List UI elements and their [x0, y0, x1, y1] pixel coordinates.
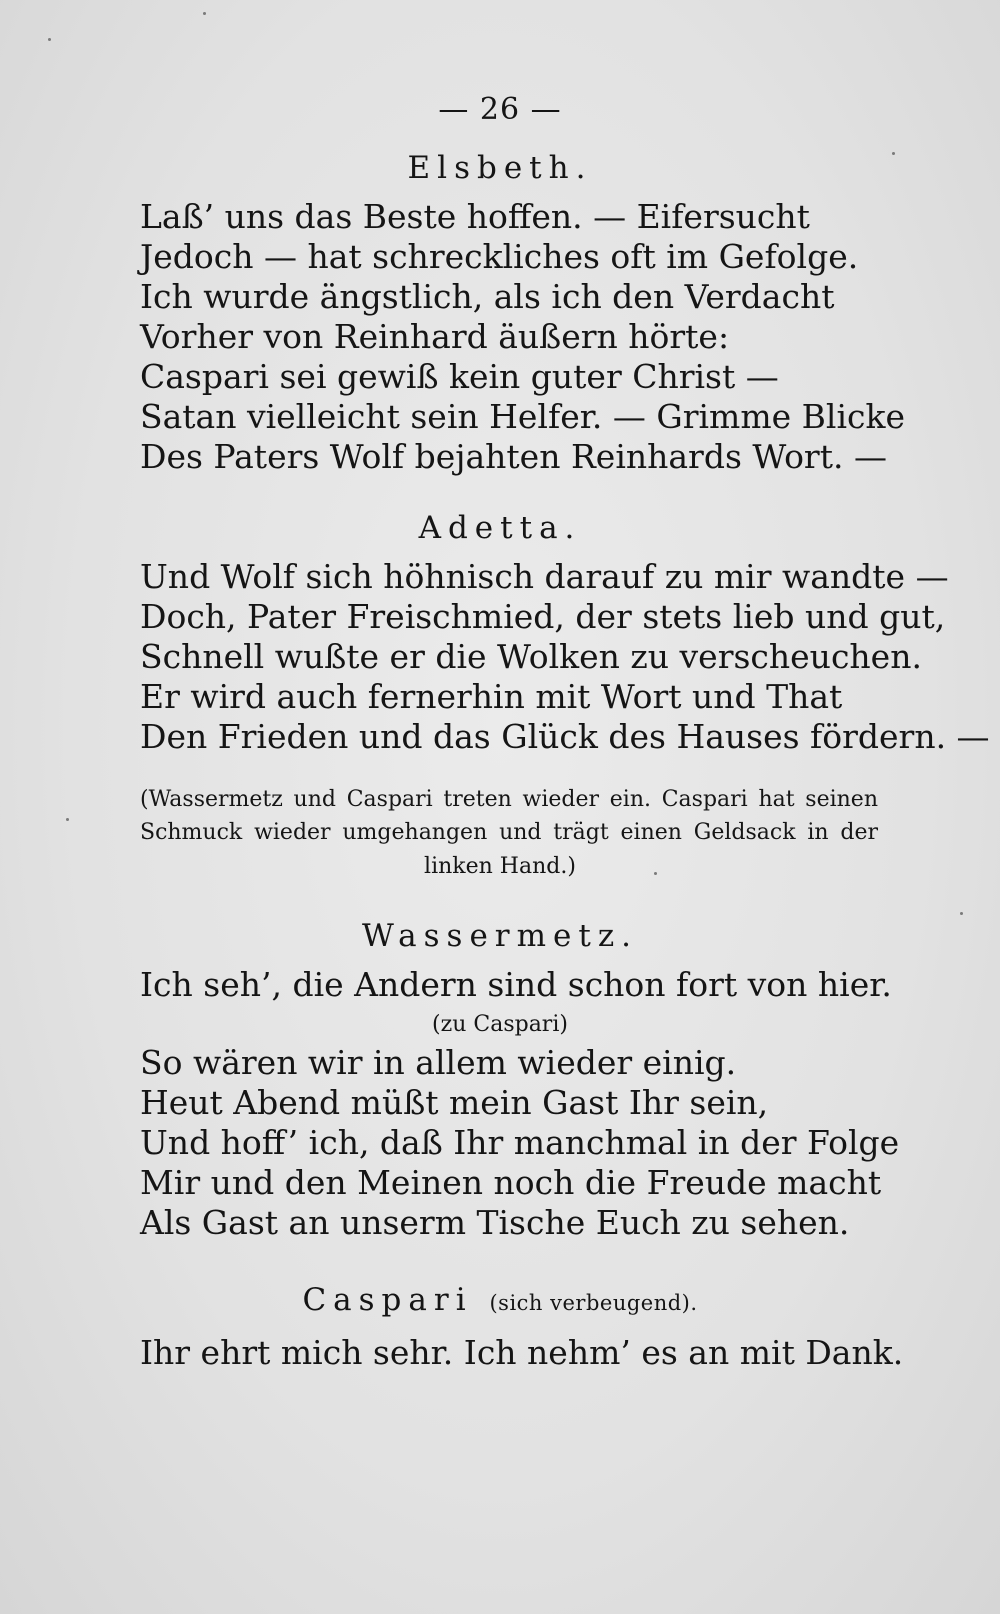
stage-direction-line: linken Hand.)	[424, 854, 576, 879]
paper-speck	[48, 38, 51, 41]
verse-line: So wären wir in allem wieder einig.	[140, 1043, 737, 1082]
speaker-adetta: Adetta.	[418, 510, 582, 546]
paper-speck	[66, 818, 69, 821]
speaker-elsbeth: Elsbeth.	[407, 150, 593, 186]
verse-line: Ich wurde ängstlich, als ich den Verdacht	[140, 277, 835, 316]
stage-direction-line: Schmuck wieder umgehangen und trägt einen Geldsack in der	[140, 820, 878, 845]
verse-line: Und Wolf sich höhnisch darauf zu mir wandte —	[140, 557, 949, 596]
paper-speck	[960, 912, 963, 915]
verse-line: Mir und den Meinen noch die Freude macht	[140, 1163, 882, 1202]
paper-speck	[203, 12, 206, 15]
verse-line: Und hoff’ ich, daß Ihr manchmal in der Folge	[140, 1123, 900, 1162]
stage-direction-line: (Wassermetz und Caspari treten wieder ein. Caspari hat seinen	[140, 787, 878, 812]
speaker-caspari	[0, 1282, 1000, 1318]
aside-direction: (zu Caspari)	[432, 1012, 568, 1037]
verse-line: Laß’ uns das Beste hoffen. — Eifersucht	[140, 197, 810, 236]
verse-line: Jedoch — hat schreckliches oft im Gefolge.	[140, 237, 859, 276]
speaker-name: Caspari	[302, 1282, 473, 1318]
verse-line: Schnell wußte er die Wolken zu verscheuchen.	[140, 637, 922, 676]
verse-line: Caspari sei gewiß kein guter Christ —	[140, 357, 779, 396]
page-number: — 26 —	[438, 92, 562, 127]
verse-line: Ich seh’, die Andern sind schon fort von hier.	[140, 965, 892, 1004]
verse-line: Satan vielleicht sein Helfer. — Grimme Blicke	[140, 397, 906, 436]
speaker-wassermetz: Wassermetz.	[361, 918, 639, 954]
paper-speck	[892, 152, 895, 155]
verse-line: Doch, Pater Freischmied, der stets lieb und gut,	[140, 597, 946, 636]
verse-line: Ihr ehrt mich sehr. Ich nehm’ es an mit Dank.	[140, 1333, 904, 1372]
verse-line: Den Frieden und das Glück des Hauses fördern. —	[140, 717, 990, 756]
verse-line: Heut Abend müßt mein Gast Ihr sein,	[140, 1083, 769, 1122]
verse-line: Er wird auch fernerhin mit Wort und That	[140, 677, 843, 716]
verse-line: Vorher von Reinhard äußern hörte:	[140, 317, 730, 356]
verse-line: Als Gast an unserm Tische Euch zu sehen.	[140, 1203, 850, 1242]
speaker-note: (sich verbeugend).	[489, 1291, 698, 1315]
verse-line: Des Paters Wolf bejahten Reinhards Wort. —	[140, 437, 887, 476]
paper-speck	[654, 872, 657, 875]
